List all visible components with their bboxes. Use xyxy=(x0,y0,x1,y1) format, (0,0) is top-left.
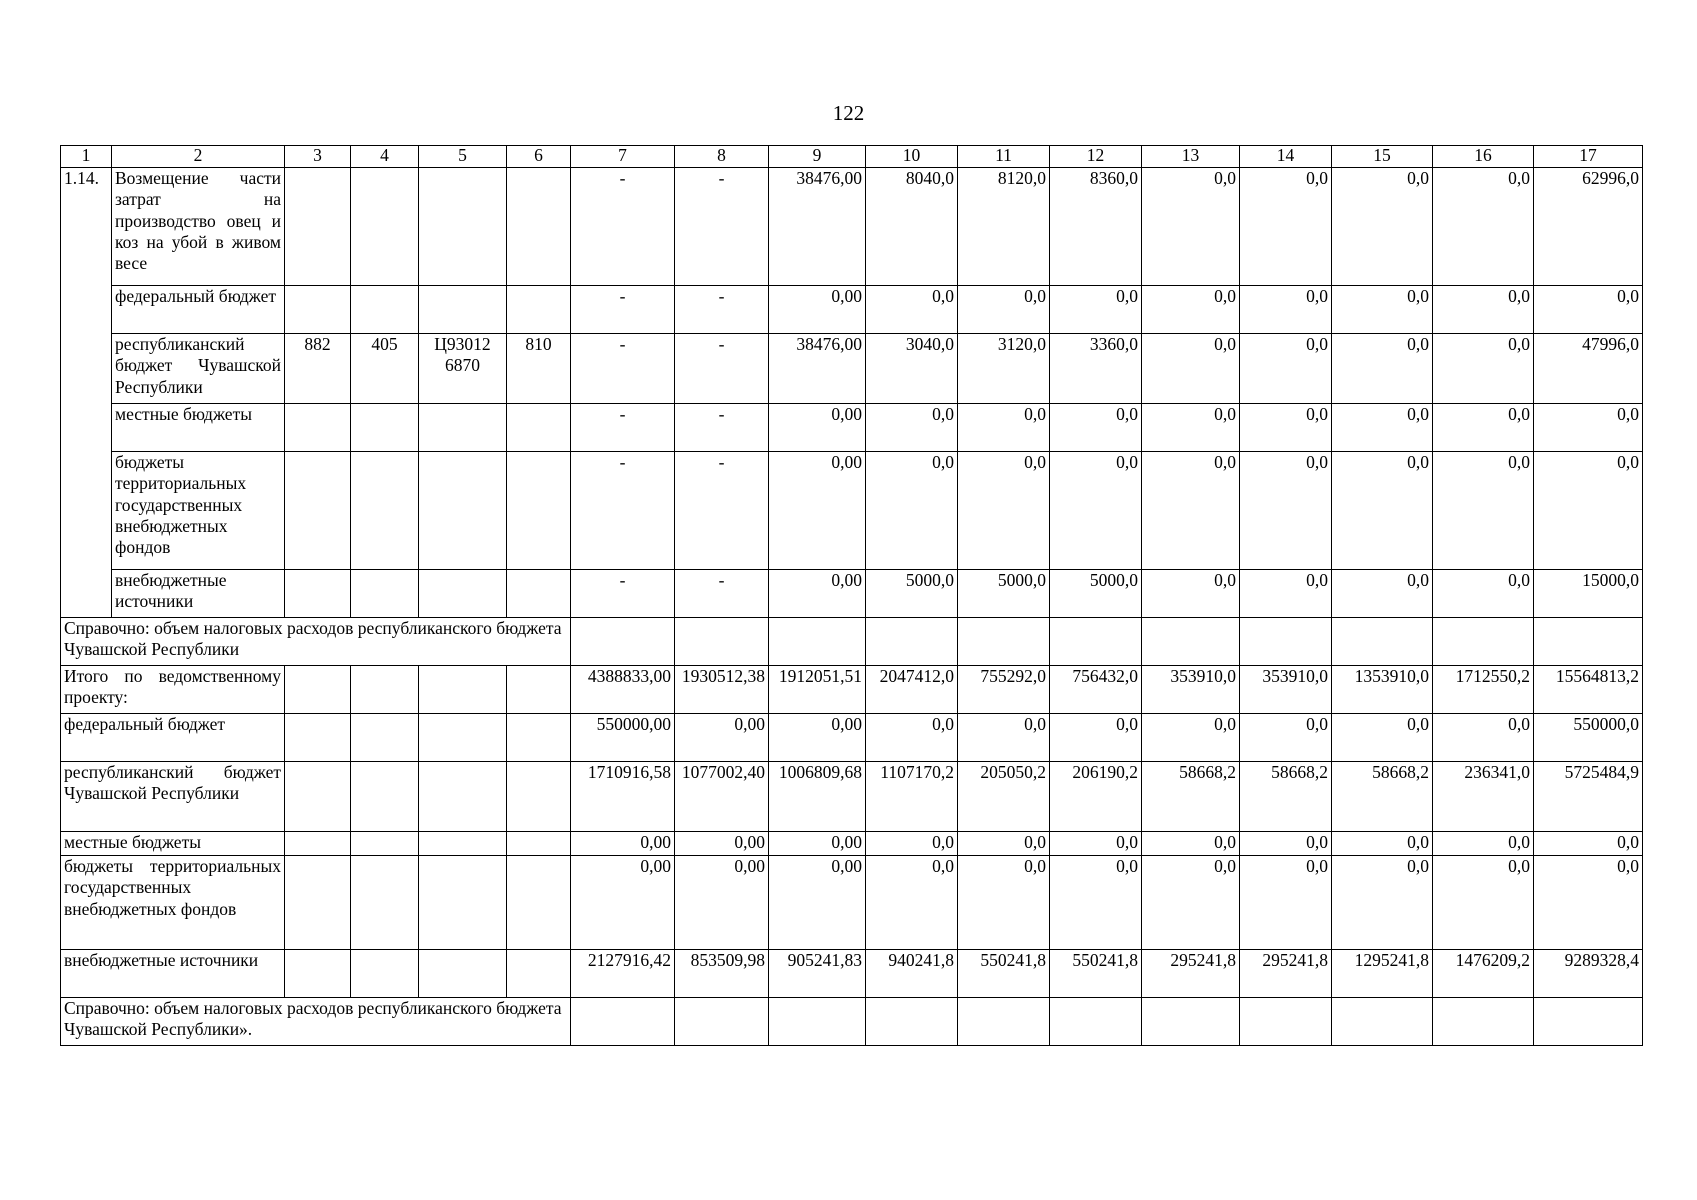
value-cell: 0,0 xyxy=(1332,832,1433,856)
value-cell: 205050,2 xyxy=(958,762,1050,832)
column-header: 9 xyxy=(769,146,866,168)
value-cell: 3120,0 xyxy=(958,334,1050,404)
value-cell: 2047412,0 xyxy=(866,666,958,714)
value-cell: - xyxy=(571,286,675,334)
value-cell: 0,0 xyxy=(1433,404,1534,452)
item-number: 1.14. xyxy=(61,168,112,618)
empty-cell xyxy=(351,950,419,998)
item-row-name: республиканский бюджет Чувашской Республики xyxy=(112,334,285,404)
empty-cell xyxy=(419,832,507,856)
value-cell: 0,0 xyxy=(1433,570,1534,618)
empty-cell xyxy=(1240,998,1332,1046)
value-cell: 3040,0 xyxy=(866,334,958,404)
value-cell: 0,0 xyxy=(1050,832,1142,856)
column-header: 7 xyxy=(571,146,675,168)
empty-cell xyxy=(285,856,351,950)
value-cell: 1912051,51 xyxy=(769,666,866,714)
value-cell: 0,0 xyxy=(1142,714,1240,762)
column-header: 8 xyxy=(675,146,769,168)
value-cell: 0,0 xyxy=(1240,168,1332,286)
value-cell: 0,0 xyxy=(1433,286,1534,334)
value-cell: 0,0 xyxy=(1433,452,1534,570)
empty-cell xyxy=(285,666,351,714)
value-cell: - xyxy=(675,286,769,334)
empty-cell xyxy=(351,856,419,950)
value-cell: 0,0 xyxy=(1050,452,1142,570)
value-cell: 1476209,2 xyxy=(1433,950,1534,998)
value-cell: - xyxy=(571,334,675,404)
value-cell: 62996,0 xyxy=(1534,168,1643,286)
value-cell: 0,0 xyxy=(1142,570,1240,618)
column-header: 12 xyxy=(1050,146,1142,168)
value-cell: 0,0 xyxy=(1240,404,1332,452)
expense-type-code xyxy=(507,168,571,286)
value-cell: 550000,0 xyxy=(1534,714,1643,762)
value-cell: 0,0 xyxy=(1433,856,1534,950)
value-cell: 0,00 xyxy=(769,404,866,452)
value-cell: 295241,8 xyxy=(1142,950,1240,998)
empty-cell xyxy=(507,666,571,714)
expense-type-code xyxy=(507,570,571,618)
value-cell: 0,0 xyxy=(1332,168,1433,286)
empty-cell xyxy=(1050,618,1142,666)
column-header: 16 xyxy=(1433,146,1534,168)
empty-cell xyxy=(1534,618,1643,666)
item-row xyxy=(61,452,1643,570)
empty-cell xyxy=(285,950,351,998)
total-row-name: внебюджетные источники xyxy=(61,950,285,998)
column-header: 11 xyxy=(958,146,1050,168)
item-row-name: местные бюджеты xyxy=(112,404,285,452)
target-article-code: Ц93012 6870 xyxy=(419,334,507,404)
value-cell: 940241,8 xyxy=(866,950,958,998)
value-cell: 0,0 xyxy=(1142,856,1240,950)
total-row-name: Итого по ведомственному проекту: xyxy=(61,666,285,714)
item-row-name: внебюджетные источники xyxy=(112,570,285,618)
grbs-code xyxy=(285,570,351,618)
value-cell: 0,0 xyxy=(1142,286,1240,334)
value-cell: 0,00 xyxy=(769,714,866,762)
value-cell: 0,0 xyxy=(1142,452,1240,570)
column-header: 3 xyxy=(285,146,351,168)
value-cell: - xyxy=(571,404,675,452)
empty-cell xyxy=(351,714,419,762)
value-cell: 0,0 xyxy=(958,714,1050,762)
value-cell: 1930512,38 xyxy=(675,666,769,714)
value-cell: 58668,2 xyxy=(1332,762,1433,832)
value-cell: 0,0 xyxy=(1240,856,1332,950)
total-row xyxy=(61,856,1643,950)
expense-type-code xyxy=(507,452,571,570)
column-header: 5 xyxy=(419,146,507,168)
value-cell: - xyxy=(571,168,675,286)
value-cell: 905241,83 xyxy=(769,950,866,998)
value-cell: 0,00 xyxy=(769,452,866,570)
total-row-name: местные бюджеты xyxy=(61,832,285,856)
value-cell: 0,0 xyxy=(1240,714,1332,762)
value-cell: 0,0 xyxy=(1433,714,1534,762)
value-cell: 0,0 xyxy=(958,856,1050,950)
item-row-name: федеральный бюджет xyxy=(112,286,285,334)
value-cell: - xyxy=(675,168,769,286)
column-header: 14 xyxy=(1240,146,1332,168)
budget-table xyxy=(60,145,1643,1046)
empty-cell xyxy=(419,714,507,762)
value-cell: 1077002,40 xyxy=(675,762,769,832)
value-cell: 0,0 xyxy=(1142,404,1240,452)
target-article-code xyxy=(419,404,507,452)
empty-cell xyxy=(419,666,507,714)
reference-row xyxy=(61,618,1643,666)
section-code xyxy=(351,286,419,334)
total-row xyxy=(61,762,1643,832)
column-header: 4 xyxy=(351,146,419,168)
value-cell: 0,00 xyxy=(769,570,866,618)
value-cell: 755292,0 xyxy=(958,666,1050,714)
column-header: 6 xyxy=(507,146,571,168)
value-cell: 2127916,42 xyxy=(571,950,675,998)
value-cell: - xyxy=(571,570,675,618)
empty-cell xyxy=(675,618,769,666)
value-cell: 0,0 xyxy=(958,832,1050,856)
value-cell: 8120,0 xyxy=(958,168,1050,286)
grbs-code: 882 xyxy=(285,334,351,404)
value-cell: 0,00 xyxy=(571,832,675,856)
empty-cell xyxy=(351,832,419,856)
target-article-code xyxy=(419,168,507,286)
value-cell: 5000,0 xyxy=(1050,570,1142,618)
empty-cell xyxy=(1332,998,1433,1046)
value-cell: 0,0 xyxy=(1050,286,1142,334)
value-cell: 0,0 xyxy=(866,286,958,334)
reference-label: Справочно: объем налоговых расходов республиканского бюджета Чувашской Республики xyxy=(61,618,571,666)
grbs-code xyxy=(285,404,351,452)
item-row-name: бюджеты территориальных государственных внебюджетных фондов xyxy=(112,452,285,570)
value-cell: 58668,2 xyxy=(1142,762,1240,832)
value-cell: 1353910,0 xyxy=(1332,666,1433,714)
empty-cell xyxy=(1240,618,1332,666)
value-cell: 9289328,4 xyxy=(1534,950,1643,998)
value-cell: 295241,8 xyxy=(1240,950,1332,998)
value-cell: 58668,2 xyxy=(1240,762,1332,832)
value-cell: 0,0 xyxy=(1433,334,1534,404)
empty-cell xyxy=(1050,998,1142,1046)
value-cell: - xyxy=(675,334,769,404)
empty-cell xyxy=(507,832,571,856)
empty-cell xyxy=(351,762,419,832)
item-row xyxy=(61,168,1643,286)
value-cell: 5000,0 xyxy=(866,570,958,618)
column-header: 2 xyxy=(112,146,285,168)
value-cell: 8360,0 xyxy=(1050,168,1142,286)
value-cell: - xyxy=(571,452,675,570)
value-cell: - xyxy=(675,404,769,452)
value-cell: 0,0 xyxy=(866,452,958,570)
section-code xyxy=(351,168,419,286)
value-cell: 0,0 xyxy=(958,452,1050,570)
target-article-code xyxy=(419,570,507,618)
empty-cell xyxy=(958,618,1050,666)
empty-cell xyxy=(351,666,419,714)
value-cell: 0,0 xyxy=(1142,832,1240,856)
value-cell: 0,0 xyxy=(1332,286,1433,334)
empty-cell xyxy=(419,950,507,998)
empty-cell xyxy=(571,998,675,1046)
value-cell: - xyxy=(675,452,769,570)
value-cell: 1712550,2 xyxy=(1433,666,1534,714)
empty-cell xyxy=(507,856,571,950)
total-row xyxy=(61,950,1643,998)
empty-cell xyxy=(769,998,866,1046)
value-cell: 0,0 xyxy=(1142,334,1240,404)
empty-cell xyxy=(507,714,571,762)
empty-cell xyxy=(958,998,1050,1046)
item-row-name: Возмещение части затрат на производство овец и коз на убой в живом весе xyxy=(112,168,285,286)
header-row xyxy=(61,146,1643,168)
value-cell: 0,0 xyxy=(1534,452,1643,570)
value-cell: 0,0 xyxy=(1332,570,1433,618)
value-cell: 550241,8 xyxy=(958,950,1050,998)
value-cell: 47996,0 xyxy=(1534,334,1643,404)
expense-type-code xyxy=(507,286,571,334)
grbs-code xyxy=(285,168,351,286)
value-cell: 0,00 xyxy=(769,856,866,950)
value-cell: 0,0 xyxy=(1433,168,1534,286)
empty-cell xyxy=(1142,998,1240,1046)
column-header: 1 xyxy=(61,146,112,168)
value-cell: 1295241,8 xyxy=(1332,950,1433,998)
value-cell: 0,0 xyxy=(1240,334,1332,404)
empty-cell xyxy=(675,998,769,1046)
value-cell: 0,0 xyxy=(1240,286,1332,334)
value-cell: 756432,0 xyxy=(1050,666,1142,714)
value-cell: 550000,00 xyxy=(571,714,675,762)
value-cell: 0,0 xyxy=(1050,714,1142,762)
value-cell: 353910,0 xyxy=(1142,666,1240,714)
column-header: 10 xyxy=(866,146,958,168)
total-row xyxy=(61,714,1643,762)
section-code: 405 xyxy=(351,334,419,404)
empty-cell xyxy=(1534,998,1643,1046)
value-cell: 206190,2 xyxy=(1050,762,1142,832)
column-header: 17 xyxy=(1534,146,1643,168)
expense-type-code xyxy=(507,404,571,452)
value-cell: 3360,0 xyxy=(1050,334,1142,404)
value-cell: 1107170,2 xyxy=(866,762,958,832)
empty-cell xyxy=(285,762,351,832)
value-cell: 0,0 xyxy=(866,714,958,762)
empty-cell xyxy=(1332,618,1433,666)
grbs-code xyxy=(285,286,351,334)
target-article-code xyxy=(419,286,507,334)
empty-cell xyxy=(285,714,351,762)
value-cell: 4388833,00 xyxy=(571,666,675,714)
value-cell: 353910,0 xyxy=(1240,666,1332,714)
reference-row xyxy=(61,998,1643,1046)
empty-cell xyxy=(866,998,958,1046)
section-code xyxy=(351,404,419,452)
value-cell: 0,0 xyxy=(1240,832,1332,856)
value-cell: 0,0 xyxy=(1332,714,1433,762)
expense-type-code: 810 xyxy=(507,334,571,404)
value-cell: 0,00 xyxy=(675,856,769,950)
value-cell: 236341,0 xyxy=(1433,762,1534,832)
section-code xyxy=(351,570,419,618)
target-article-code xyxy=(419,452,507,570)
value-cell: 0,00 xyxy=(769,832,866,856)
total-row xyxy=(61,666,1643,714)
item-row xyxy=(61,570,1643,618)
grbs-code xyxy=(285,452,351,570)
value-cell: 38476,00 xyxy=(769,168,866,286)
total-row-name: республиканский бюджет Чувашской Республики xyxy=(61,762,285,832)
value-cell: 853509,98 xyxy=(675,950,769,998)
value-cell: 0,0 xyxy=(958,286,1050,334)
value-cell: 0,0 xyxy=(1050,856,1142,950)
empty-cell xyxy=(419,762,507,832)
value-cell: 1006809,68 xyxy=(769,762,866,832)
empty-cell xyxy=(1433,618,1534,666)
value-cell: 0,0 xyxy=(958,404,1050,452)
value-cell: 0,00 xyxy=(571,856,675,950)
value-cell: 550241,8 xyxy=(1050,950,1142,998)
value-cell: 0,00 xyxy=(675,832,769,856)
empty-cell xyxy=(419,856,507,950)
value-cell: 8040,0 xyxy=(866,168,958,286)
value-cell: 0,00 xyxy=(769,286,866,334)
empty-cell xyxy=(507,762,571,832)
value-cell: - xyxy=(675,570,769,618)
value-cell: 0,0 xyxy=(1332,334,1433,404)
total-row xyxy=(61,832,1643,856)
value-cell: 0,0 xyxy=(1332,856,1433,950)
column-header: 15 xyxy=(1332,146,1433,168)
item-row xyxy=(61,334,1643,404)
value-cell: 5000,0 xyxy=(958,570,1050,618)
empty-cell xyxy=(285,832,351,856)
value-cell: 0,0 xyxy=(1050,404,1142,452)
value-cell: 0,0 xyxy=(1433,832,1534,856)
value-cell: 1710916,58 xyxy=(571,762,675,832)
value-cell: 0,0 xyxy=(1240,570,1332,618)
section-code xyxy=(351,452,419,570)
empty-cell xyxy=(769,618,866,666)
value-cell: 38476,00 xyxy=(769,334,866,404)
empty-cell xyxy=(866,618,958,666)
value-cell: 15000,0 xyxy=(1534,570,1643,618)
value-cell: 0,0 xyxy=(1534,856,1643,950)
value-cell: 0,0 xyxy=(1332,404,1433,452)
value-cell: 0,0 xyxy=(1534,404,1643,452)
empty-cell xyxy=(571,618,675,666)
total-row-name: федеральный бюджет xyxy=(61,714,285,762)
value-cell: 0,0 xyxy=(866,856,958,950)
page-number: 122 xyxy=(832,101,865,125)
item-row xyxy=(61,286,1643,334)
value-cell: 5725484,9 xyxy=(1534,762,1643,832)
empty-cell xyxy=(1142,618,1240,666)
value-cell: 15564813,2 xyxy=(1534,666,1643,714)
value-cell: 0,0 xyxy=(1534,286,1643,334)
reference-label: Справочно: объем налоговых расходов республиканского бюджета Чувашской Республики». xyxy=(61,998,571,1046)
total-row-name: бюджеты территориальных государственных внебюджетных фондов xyxy=(61,856,285,950)
value-cell: 0,0 xyxy=(866,832,958,856)
item-row xyxy=(61,404,1643,452)
value-cell: 0,0 xyxy=(866,404,958,452)
empty-cell xyxy=(507,950,571,998)
empty-cell xyxy=(1433,998,1534,1046)
value-cell: 0,00 xyxy=(675,714,769,762)
value-cell: 0,0 xyxy=(1534,832,1643,856)
column-header: 13 xyxy=(1142,146,1240,168)
value-cell: 0,0 xyxy=(1332,452,1433,570)
value-cell: 0,0 xyxy=(1142,168,1240,286)
value-cell: 0,0 xyxy=(1240,452,1332,570)
